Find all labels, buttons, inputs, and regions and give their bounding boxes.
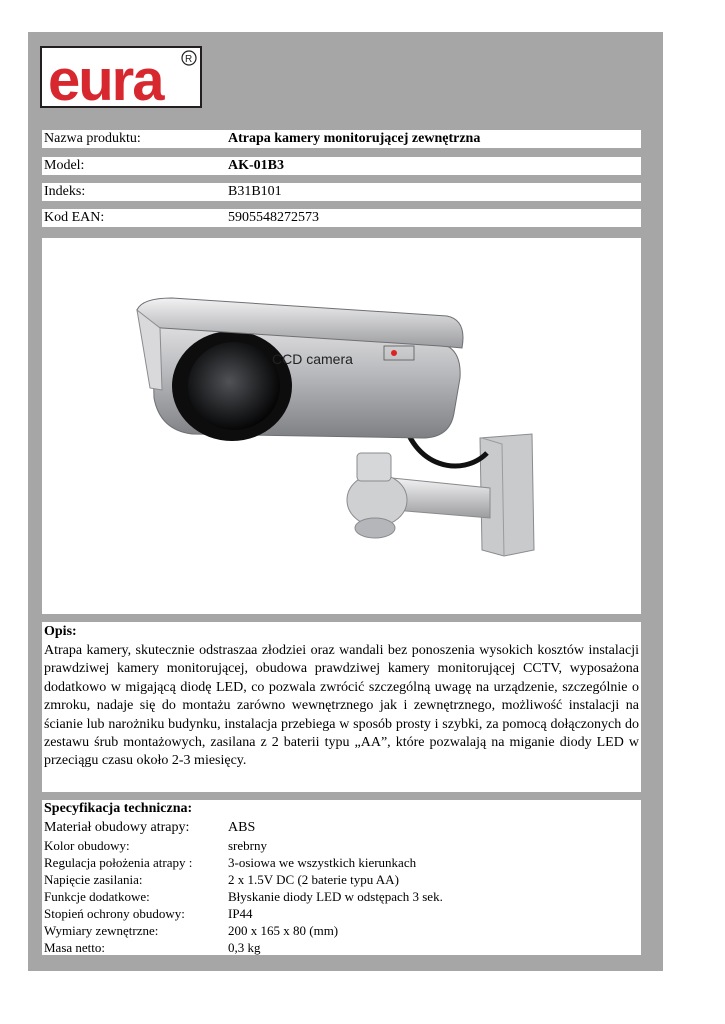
registered-mark: R (185, 54, 193, 65)
logo-wordmark: eura (48, 48, 163, 108)
description-text: Atrapa kamery, skutecznie odstraszaa złodziei oraz wandali bez ponoszenia wysokich kosztów instalacji prawdziwej kamery monitorującej, obudowa prawdziwej kamery monitorującej CCTV, wyposażona dodatkowo w migającą diodę LED, co pozwala zwrócić szczególną uwagę na urządzenie, szczególnie o zmroku, nadaje się do montażu zarówno wewnętrznego jak i zewnętrznego, możliwość instalacji na ścianie lub narożniku budynku, instalacja przebiega w sposób prosty i szybki, za pomocą dołączonych do zestawu śrub montażowych, zasilana z 2 baterii typu „AA”, które pozwalają na miganie diody LED w przeciągu czasu około 2-3 miesięcy. (44, 643, 639, 769)
specification-section (42, 800, 641, 955)
spec-key: Regulacja położenia atrapy : (44, 855, 193, 870)
spec-value: Błyskanie diody LED w odstępach 3 sek. (228, 889, 443, 904)
spec-row (44, 905, 639, 922)
spec-key: Stopień ochrony obudowy: (44, 906, 185, 921)
spec-row (44, 888, 639, 905)
spec-value: 2 x 1.5V DC (2 baterie typu AA) (228, 872, 399, 887)
spec-key: Masa netto: (44, 940, 106, 955)
info-label: Indeks: (44, 184, 86, 199)
eura-logo (40, 46, 202, 108)
spec-value: srebrny (228, 838, 267, 853)
camera-label: CCD camera (272, 351, 353, 367)
info-value: AK-01B3 (228, 158, 284, 173)
spec-key: Kolor obudowy: (44, 838, 130, 853)
info-row-model (42, 157, 641, 175)
info-value: Atrapa kamery monitorującej zewnętrzna (228, 131, 481, 146)
spec-value: 200 x 165 x 80 (mm) (228, 923, 339, 938)
spec-row (44, 939, 639, 956)
description-section (42, 622, 641, 792)
info-row-ean (42, 209, 641, 227)
spec-value: 0,3 kg (228, 940, 261, 955)
spec-value: ABS (228, 820, 256, 835)
info-row-index (42, 183, 641, 201)
info-value: 5905548272573 (228, 210, 319, 225)
spec-row (44, 819, 639, 836)
spec-row (44, 854, 639, 871)
spec-title: Specyfikacja techniczna: (44, 801, 193, 816)
spec-value: IP44 (228, 906, 253, 921)
spec-row (44, 837, 639, 854)
spec-key: Funkcje dodatkowe: (44, 889, 150, 904)
datasheet-page (28, 32, 663, 971)
spec-key: Wymiary zewnętrzne: (44, 923, 159, 938)
info-label: Model: (44, 158, 85, 173)
info-row-name (42, 130, 641, 148)
info-value: B31B101 (228, 184, 282, 199)
spec-key: Materiał obudowy atrapy: (44, 820, 190, 835)
spec-row (44, 922, 639, 939)
product-photo (42, 238, 641, 614)
description-title: Opis: (44, 624, 77, 639)
spec-value: 3-osiowa we wszystkich kierunkach (228, 855, 417, 870)
spec-key: Napięcie zasilania: (44, 872, 143, 887)
info-label: Nazwa produktu: (44, 131, 141, 146)
info-label: Kod EAN: (44, 210, 105, 225)
spec-row (44, 871, 639, 888)
